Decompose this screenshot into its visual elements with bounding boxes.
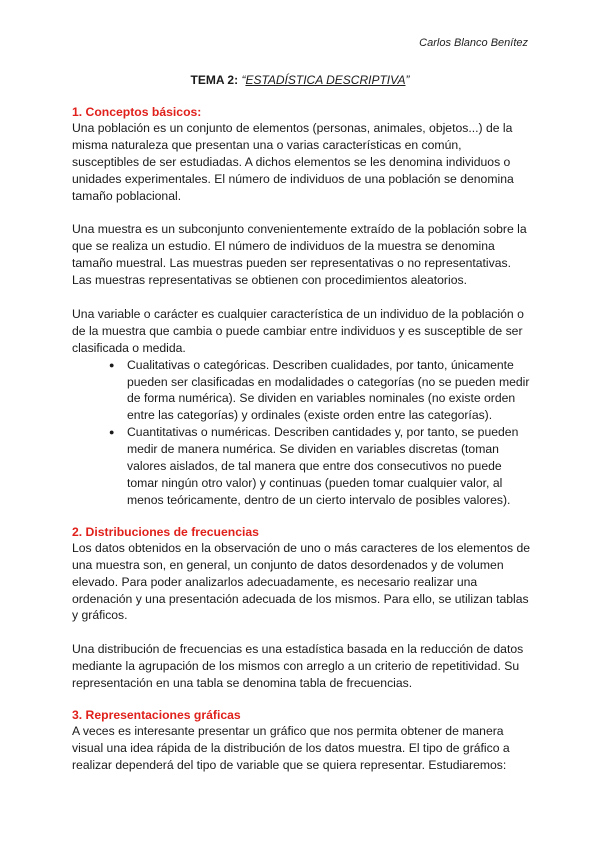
section-2-paragraph-2: Una distribución de frecuencias es una estadística basada en la reducción de datos mediante la agrupación de los mismos con arreglo a un criterio de repetitividad. Su representación en una tabla se denomina tabla de frecuencias. <box>72 642 524 691</box>
document-title <box>0 73 600 87</box>
title-close-quote: ” <box>405 73 410 87</box>
title-prefix: TEMA 2: <box>190 73 239 87</box>
title-subtitle <box>241 73 409 87</box>
section-1-paragraph-3: Una variable o carácter es cualquier característica de un individuo de la población o de la muestra que cambia o puede cambiar entre individuos y es susceptible de ser clasificada o medida. <box>72 306 524 355</box>
section-3-paragraph-1: A veces es interesante presentar un gráfico que nos permita obtener de manera visual una idea rápida de la distribución de los datos muestra. El tipo de gráfico a realizar dependerá del tipo de variable que se quiera representar. Estudiaremos: <box>72 723 510 772</box>
title-main: ESTADÍSTICA DESCRIPTIVA <box>245 73 406 87</box>
section-1-paragraph-1: Una población es un conjunto de elementos (personas, animales, objetos...) de la misma naturaleza que presentan una o varias características en común, susceptibles de ser estudiadas. A dichos elementos se les denomina individuos o unidades experimentales. El número de individuos de una población se denomina tamaño poblacional. <box>72 121 514 203</box>
section-1-paragraph-2: Una muestra es un subconjunto convenientemente extraído de la población sobre la que se realiza un estudio. El número de individuos de la muestra se denomina tamaño muestral. Las muestras pueden ser representativas o no representativas. Las muestras representativas se obtienen con procedimientos aleatorios. <box>72 222 527 288</box>
list-item-cuantitativas: ● Cuantitativas o numéricas. Describen cantidades y, por tanto, se pueden medir de manera numérica. Se dividen en variables discretas (toman valores aislados, de tal manera que entre dos consecutivos no puede tomar ningún otro valor) y continuas (pueden tomar cualquier valor, al menos teóricamente, dentro de un cierto intervalo de posibles valores). <box>109 424 530 509</box>
variable-types-list <box>72 357 530 509</box>
list-item-cualitativas: ● Cualitativas o categóricas. Describen cualidades, por tanto, únicamente pueden ser clasificadas en modalidades o categorías (no se pueden medir de forma numérica). Se dividen en variables nominales (no existe orden entre las categorías) y ordinales (existe orden entre las categorías). <box>109 357 530 425</box>
section-2-heading: 2. Distribuciones de frecuencias <box>72 524 259 539</box>
title-open-quote: “ <box>241 73 246 87</box>
section-3-heading: 3. Representaciones gráficas <box>72 707 241 722</box>
author-name: Carlos Blanco Benítez <box>419 37 528 49</box>
document-body <box>72 104 530 774</box>
section-1-heading: 1. Conceptos básicos: <box>72 105 202 119</box>
section-2-paragraph-1: Los datos obtenidos en la observación de uno o más caracteres de los elementos de una muestra son, en general, un conjunto de datos desordenados y de volumen elevado. Para poder analizarlos adecuadamente, es necesario realizar una ordenación y una presentación adecuada de los mismos. Para ello, se utilizan tablas y gráficos. <box>72 540 530 623</box>
